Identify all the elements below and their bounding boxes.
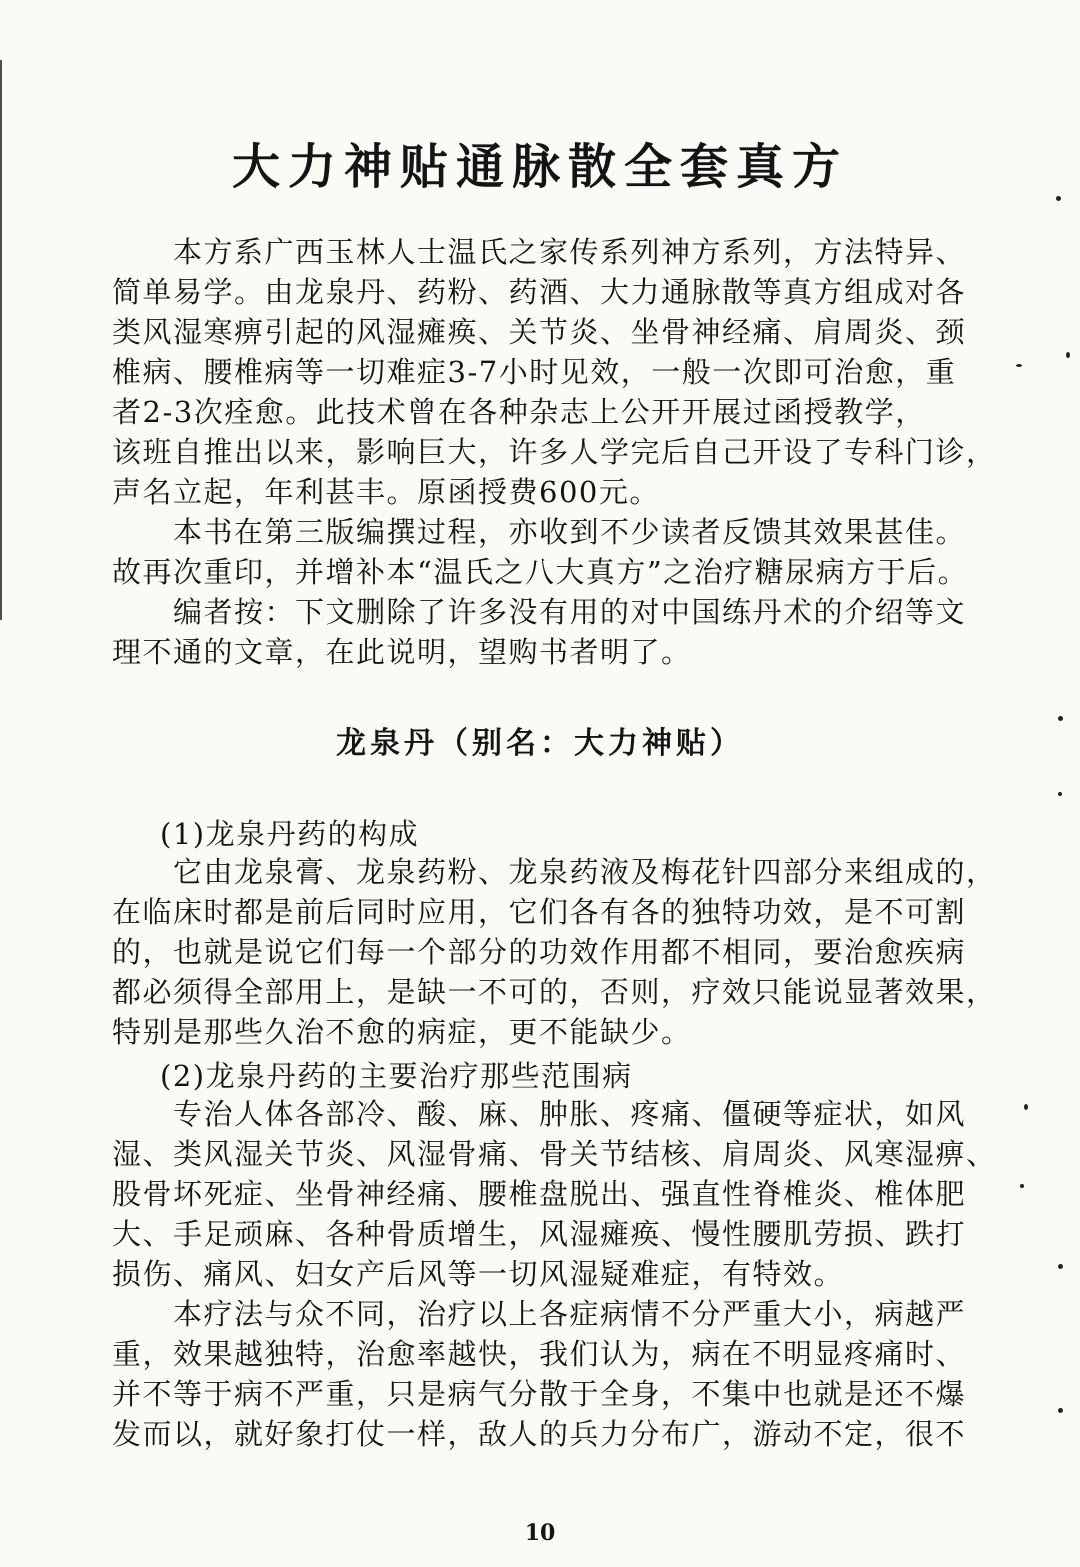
text-line: 专治人体各部冷、酸、麻、肿胀、疼痛、僵硬等症状，如风 xyxy=(112,1097,967,1131)
text-line: 大、手足顽麻、各种骨质增生，风湿瘫痪、慢性腰肌劳损、跌打 xyxy=(112,1217,967,1251)
text-line: 发而以，就好象打仗一样，敌人的兵力分布广，游动不定，很不 xyxy=(112,1417,967,1451)
scan-speck xyxy=(1066,352,1070,358)
text-line: 并不等于病不严重，只是病气分散于全身，不集中也就是还不爆 xyxy=(112,1377,967,1411)
subsection-heading-2: (2)龙泉丹药的主要治疗那些范围病 xyxy=(160,1059,633,1093)
scan-speck xyxy=(1058,1408,1063,1413)
subsection-heading-1: (1)龙泉丹药的构成 xyxy=(160,817,420,851)
intro-paragraph xyxy=(112,232,997,672)
text-line: 故再次重印，并增补本“温氏之八大真方”之治疗糖尿病方于后。 xyxy=(112,555,969,589)
scan-speck xyxy=(1020,1184,1024,1188)
text-line: 椎病、腰椎病等一切难症3-7小时见效，一般一次即可治愈，重 xyxy=(112,355,957,389)
text-line: 湿、类风湿关节炎、风湿骨痛、骨关节结核、肩周炎、风寒湿痹、 xyxy=(112,1137,997,1171)
subsection-1-body xyxy=(112,852,997,1052)
scan-speck xyxy=(1058,1264,1063,1269)
text-line: 该班自推出以来，影响巨大，许多人学完后自己开设了专科门诊， xyxy=(112,435,997,469)
text-line: 类风湿寒痹引起的风湿瘫痪、关节炎、坐骨神经痛、肩周炎、颈 xyxy=(112,315,967,349)
text-line: 本疗法与众不同，治疗以上各症病情不分严重大小，病越严 xyxy=(112,1297,967,1331)
text-line: 理不通的文章，在此说明，望购书者明了。 xyxy=(112,635,692,669)
text-line: 简单易学。由龙泉丹、药粉、药酒、大力通脉散等真方组成对各 xyxy=(112,275,967,309)
scan-speck xyxy=(1024,1104,1028,1110)
subsection-2-body xyxy=(112,1094,997,1454)
page-number: 10 xyxy=(524,1520,556,1546)
text-line: 特别是那些久治不愈的病症，更不能缺少。 xyxy=(112,1015,692,1049)
text-line: 本书在第三版编撰过程，亦收到不少读者反馈其效果甚佳。 xyxy=(112,515,967,549)
text-line: 都必须得全部用上，是缺一不可的，否则，疗效只能说显著效果， xyxy=(112,975,997,1009)
text-line: 重，效果越独特，治愈率越快，我们认为，病在不明显疼痛时、 xyxy=(112,1337,967,1371)
scan-speck xyxy=(1016,364,1022,367)
text-line: 在临床时都是前后同时应用，它们各有各的独特功效，是不可割 xyxy=(112,895,967,929)
text-line: 损伤、痛风、妇女产后风等一切风湿疑难症，有特效。 xyxy=(112,1257,845,1291)
page-title: 大力神贴通脉散全套真方 xyxy=(231,139,848,195)
text-line: 本方系广西玉林人士温氏之家传系列神方系列，方法特异、 xyxy=(112,235,967,269)
scan-speck xyxy=(1058,792,1062,796)
text-line: 股骨坏死症、坐骨神经痛、腰椎盘脱出、强直性脊椎炎、椎体肥 xyxy=(112,1177,967,1211)
text-line: 声名立起，年利甚丰。原函授费600元。 xyxy=(112,475,660,509)
text-line: 的，也就是说它们每一个部分的功效作用都不相同，要治愈疾病 xyxy=(112,935,967,969)
text-line: 编者按：下文删除了许多没有用的对中国练丹术的介绍等文 xyxy=(112,595,967,629)
text-line: 它由龙泉膏、龙泉药粉、龙泉药液及梅花针四部分来组成的， xyxy=(112,855,997,889)
section-title: 龙泉丹（别名：大力神贴） xyxy=(336,726,744,761)
text-line: 者2-3次痊愈。此技术曾在各种杂志上公开开展过函授教学， xyxy=(112,395,926,429)
